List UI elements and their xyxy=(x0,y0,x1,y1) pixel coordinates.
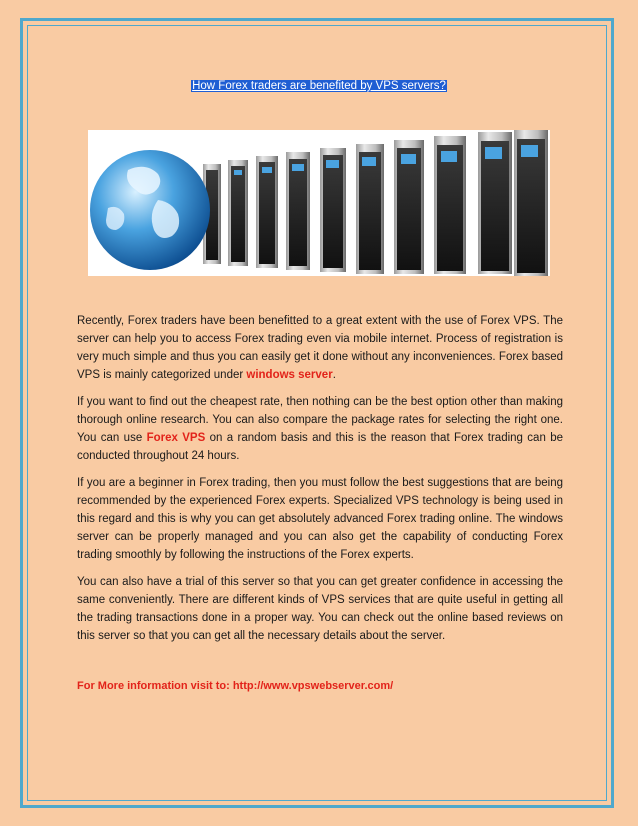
globe-server-image xyxy=(88,130,550,276)
forex-vps-link[interactable]: Forex VPS xyxy=(146,432,206,444)
windows-server-link[interactable]: windows server xyxy=(246,369,333,381)
article-body xyxy=(77,312,563,654)
paragraph-3: If you are a beginner in Forex trading, then you must follow the best suggestions that are being recommended by the experienced Forex experts. Specialized VPS technology is being used in this regard and this is why you can get absolutely advanced Forex trading online. The windows server can be properly managed and you can also get the capability of conducting Forex trading smoothly by following the instructions of the Forex experts. xyxy=(77,477,563,561)
document-title-wrapper xyxy=(0,79,638,93)
globe-icon xyxy=(90,150,210,270)
paragraph-2: If you want to find out the cheapest rate, then nothing can be the best option other than making thorough online research. You can also compare the package rates for selecting the right one. You can use Forex VPS on a random basis and this is the reason that Forex trading can be conducted throughout 24 hours. xyxy=(77,396,563,462)
paragraph-4: You can also have a trial of this server so that you can get greater confidence in accessing the same conveniently. There are different kinds of VPS services that are quite useful in getting all the trading transactions done in a proper way. You can check out the online based reviews on this server so that you can get all the necessary details about the server. xyxy=(77,576,563,642)
server-racks xyxy=(203,130,548,276)
document-title[interactable]: How Forex traders are benefited by VPS servers? xyxy=(192,80,446,92)
paragraph-1: Recently, Forex traders have been benefitted to a great extent with the use of Forex VPS. The server can help you to access Forex trading even via mobile internet. Process of registration is very much simple and thus you can easily get it done without any inconveniences. Forex based VPS is mainly categorized under windows server. xyxy=(77,315,563,381)
more-info-link[interactable]: For More information visit to: http://www.vpswebserver.com/ xyxy=(77,680,394,692)
globe-and-servers-icon xyxy=(88,130,550,276)
